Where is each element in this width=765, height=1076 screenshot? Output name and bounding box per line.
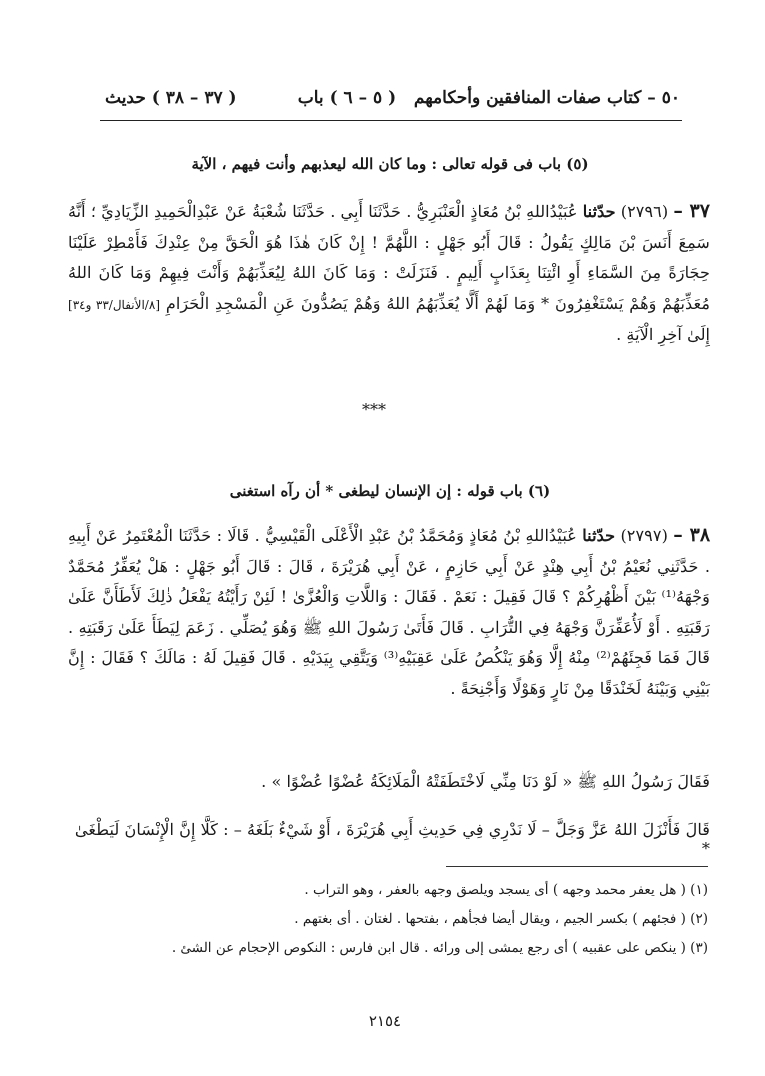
hadith-38-lead-word: حدّثنا bbox=[582, 526, 616, 545]
page-number: ٢١٥٤ bbox=[368, 1012, 402, 1030]
hadith-38-global-number: (٢٧٩٧) bbox=[620, 526, 668, 545]
chapter-6-title: (٦) باب قوله : إن الإنسان ليطغى * أن رآه استغنى bbox=[229, 482, 551, 500]
running-header bbox=[105, 88, 680, 118]
header-page-and-book: ٥٠ – كتاب صفات المنافقين وأحكامهم bbox=[413, 88, 680, 108]
header-hadith-range: ( ٣٧ – ٣٨ ) حديث bbox=[105, 88, 237, 108]
hadith-38-revelation: قَالَ فَأَنْزَلَ اللهُ عَزَّ وَجَلَّ – لَا نَدْرِي فِي حَدِيثِ أَبِي هُرَيْرَةَ ، أَوْ شَيْءٌ بَلَغَهُ – : كَلَّا إِنَّ الْإِنْسَانَ لَيَطْغَىٰ * bbox=[74, 820, 710, 858]
hadith-38 bbox=[68, 520, 710, 704]
header-book-and-chapters bbox=[298, 88, 680, 108]
header-chapters: ( ٥ – ٦ ) باب bbox=[297, 88, 397, 108]
hadith-37-global-number: (٢٧٩٦) bbox=[620, 202, 669, 221]
hadith-38-number: ٣٨ – bbox=[673, 524, 711, 546]
hadith-37-lead-word: حدّثنا bbox=[582, 202, 616, 221]
footnote-3: (٣) ( ينكص على عقبيه ) أى رجع يمشى إلى ورائه . قال ابن فارس : النكوص الإحجام عن الشئ . bbox=[171, 940, 708, 956]
footnotes bbox=[80, 876, 708, 963]
section-divider: *​** bbox=[362, 400, 386, 419]
header-rule bbox=[100, 120, 682, 121]
footnote-rule bbox=[446, 866, 708, 867]
hadith-37-number: ٣٧ – bbox=[673, 200, 710, 222]
hadith-37 bbox=[68, 196, 710, 351]
chapter-5-title: (٥) باب فى قوله تعالى : وما كان الله ليعذبهم وأنت فيهم ، الآية bbox=[191, 155, 589, 173]
hadith-38-prophet-saying: فَقَالَ رَسُولُ اللهِ ﷺ « لَوْ دَنَا مِنِّي لَاخْتَطَفَتْهُ الْمَلَائِكَةُ عُضْوًا عُضْوًا » . bbox=[261, 772, 710, 791]
quran-reference: [٨/الأنفال/٣٣ و٣٤] bbox=[68, 297, 160, 312]
hadith-37-tail: إِلَىٰ آخِرِ الْآيَةِ . bbox=[616, 325, 710, 344]
hadith-37-text: عُبَيْدُاللهِ بْنُ مُعَاذٍ الْعَنْبَرِيُّ . حَدَّثَنَا أَبِي . حَدَّثَنَا شُعْبَةُ عَنْ عَبْدِالْحَمِيدِ الزِّيَادِيِّ ؛ أَنَّهُ سَمِعَ أَنَسَ بْنَ مَالِكٍ يَقُولُ : قَالَ أَبُو جَهْلٍ : اللَّهُمَّ ! إِنْ كَانَ هٰذَا هُوَ الْحَقَّ مِنْ عِنْدِكَ فَأَمْطِرْ عَلَيْنَا حِجَارَةً مِنَ السَّمَاءِ أَوِ ائْتِنَا بِعَذَابٍ أَلِيمٍ . فَنَزَلَتْ : وَمَا كَانَ اللهُ لِيُعَذِّبَهُمْ وَأَنْتَ فِيهِمْ وَمَا كَانَ اللهُ مُعَذِّبَهُمْ وَهُمْ يَسْتَغْفِرُونَ * وَمَا لَهُمْ أَلَّا يُعَذِّبَهُمُ اللهُ وَهُمْ يَصُدُّونَ عَنِ الْمَسْجِدِ الْحَرَامِ bbox=[68, 202, 710, 313]
footnote-1: (١) ( هل يعفر محمد وجهه ) أى يسجد ويلصق وجهه بالعفر ، وهو التراب . bbox=[304, 882, 708, 898]
footnote-2: (٢) ( فجئهم ) بكسر الجيم ، ويقال أيضا فجأهم ، بفتحها . لغتان . أى بغتهم . bbox=[294, 911, 708, 927]
hadith-38-text: عُبَيْدُاللهِ بْنُ مُعَاذٍ وَمُحَمَّدُ بْنُ عَبْدِ الْأَعْلَى الْقَيْسِيُّ . قَالَا : حَدَّثَنَا الْمُعْتَمِرُ عَنْ أَبِيهِ . حَدَّثَنِي نُعَيْمُ بْنُ أَبِي هِنْدٍ عَنْ أَبِي حَازِمٍ ، عَنْ أَبِي هُرَيْرَةَ ، قَالَ : قَالَ أَبُو جَهْلٍ : هَلْ يُعَفِّرُ مُحَمَّدٌ وَجْهَهُ⁽¹⁾ بَيْنَ أَظْهُرِكُمْ ؟ قَالَ فَقِيلَ : نَعَمْ . فَقَالَ : وَاللَّاتِ وَالْعُزَّىٰ ! لَئِنْ رَأَيْتُهُ يَفْعَلُ ذٰلِكَ لَأَطَأَنَّ عَلَىٰ رَقَبَتِهِ . أَوْ لَأُعَفِّرَنَّ وَجْهَهُ فِي التُّرَابِ . قَالَ فَأَتَىٰ رَسُولَ اللهِ ﷺ وَهُوَ يُصَلِّي . زَعَمَ لِيَطَأَ عَلَىٰ رَقَبَتِهِ . قَالَ فَمَا فَجِئَهُمْ⁽²⁾ مِنْهُ إِلَّا وَهُوَ يَنْكُصُ عَلَىٰ عَقِبَيْهِ⁽³⁾ وَيَتَّقِي بِيَدَيْهِ . قَالَ فَقِيلَ لَهُ : مَالَكَ ؟ فَقَالَ : إِنَّ بَيْنِي وَبَيْنَهُ لَخَنْدَقًا مِنْ نَارٍ وَهَوْلًا وَأَجْنِحَةً . bbox=[68, 526, 710, 698]
